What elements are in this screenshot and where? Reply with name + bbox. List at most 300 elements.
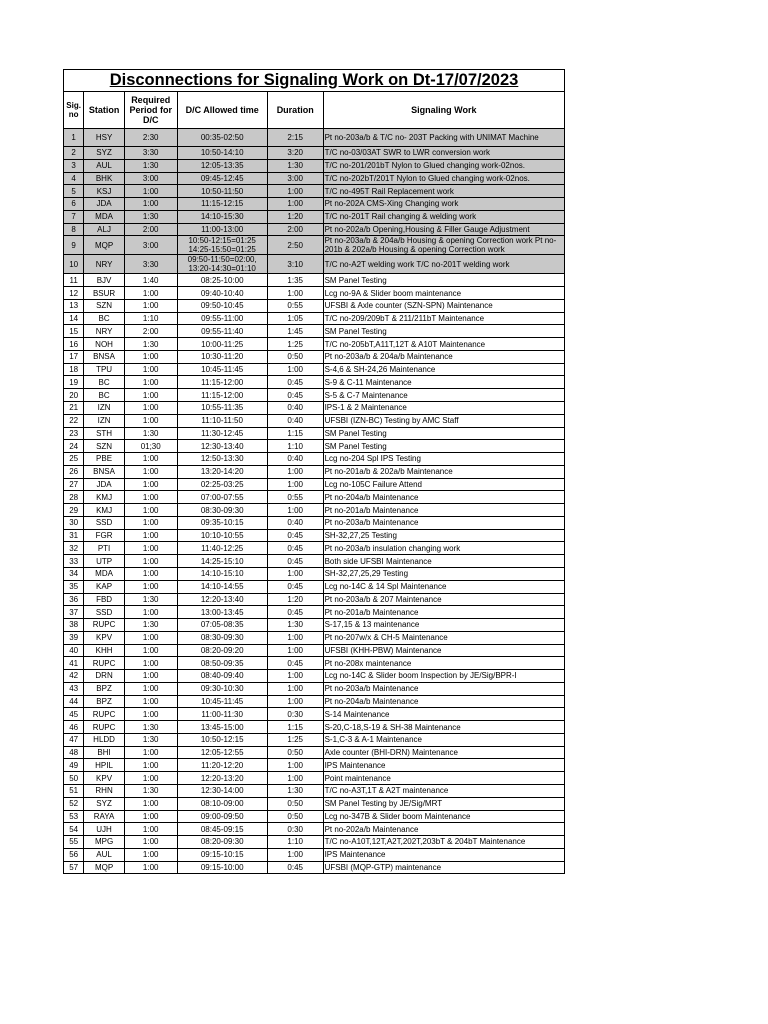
cell-sig-no: 18	[64, 363, 84, 376]
cell-required-period: 1:00	[124, 644, 177, 657]
table-row	[64, 414, 565, 427]
cell-signaling-work: Lcg no-14C & Slider boom Inspection by JE/Sig/BPR-I	[323, 670, 564, 683]
table-row	[64, 312, 565, 325]
cell-required-period: 3:00	[124, 236, 177, 255]
cell-station: MQP	[84, 861, 125, 874]
table-row	[64, 350, 565, 363]
table-row	[64, 772, 565, 785]
cell-signaling-work: S-5 & C-7 Maintenance	[323, 389, 564, 402]
cell-duration: 1:00	[267, 567, 323, 580]
cell-signaling-work: Pt no-203a/b & 204a/b Housing & opening Correction work Pt no-201b & 202a/b Housing & opening Correction work	[323, 236, 564, 255]
cell-station: SYZ	[84, 147, 125, 160]
cell-required-period: 2:30	[124, 129, 177, 147]
cell-signaling-work: SM Panel Testing by JE/Sig/MRT	[323, 797, 564, 810]
cell-signaling-work: UFSBI (MQP-GTP) maintenance	[323, 861, 564, 874]
table-row	[64, 376, 565, 389]
col-header-sig-no: Sig. no	[64, 92, 84, 129]
cell-station: RUPC	[84, 721, 125, 734]
cell-allowed-time: 10:45-11:45	[177, 695, 267, 708]
cell-duration: 1:30	[267, 619, 323, 632]
cell-signaling-work: Pt no-201a/b Maintenance	[323, 606, 564, 619]
cell-duration: 0:45	[267, 580, 323, 593]
cell-sig-no: 49	[64, 759, 84, 772]
cell-station: BC	[84, 389, 125, 402]
cell-allowed-time: 14:10-14:55	[177, 580, 267, 593]
cell-duration: 1:00	[267, 478, 323, 491]
cell-allowed-time: 11:15-12:00	[177, 389, 267, 402]
table-row	[64, 836, 565, 849]
cell-station: UTP	[84, 555, 125, 568]
cell-sig-no: 13	[64, 299, 84, 312]
cell-station: HLDD	[84, 733, 125, 746]
cell-required-period: 1:30	[124, 210, 177, 223]
cell-signaling-work: Pt no-202A CMS-Xing Changing work	[323, 198, 564, 211]
cell-station: RUPC	[84, 619, 125, 632]
cell-station: SSD	[84, 516, 125, 529]
cell-sig-no: 38	[64, 619, 84, 632]
table-row	[64, 542, 565, 555]
table-row	[64, 567, 565, 580]
cell-sig-no: 45	[64, 708, 84, 721]
cell-signaling-work: Pt no-208x maintenance	[323, 657, 564, 670]
cell-station: MQP	[84, 236, 125, 255]
cell-allowed-time: 12:30-13:40	[177, 440, 267, 453]
cell-signaling-work: T/C no-205bT,A11T,12T & A10T Maintenance	[323, 338, 564, 351]
cell-station: PBE	[84, 453, 125, 466]
table-row	[64, 427, 565, 440]
table-row	[64, 810, 565, 823]
cell-duration: 0:45	[267, 542, 323, 555]
cell-required-period: 1:30	[124, 784, 177, 797]
cell-allowed-time: 13:00-13:45	[177, 606, 267, 619]
table-row	[64, 255, 565, 274]
cell-duration: 1:00	[267, 759, 323, 772]
cell-station: BSUR	[84, 287, 125, 300]
cell-signaling-work: Pt no-203a/b insulation changing work	[323, 542, 564, 555]
cell-signaling-work: S-4,6 & SH-24,26 Maintenance	[323, 363, 564, 376]
cell-duration: 1:00	[267, 198, 323, 211]
cell-station: BHK	[84, 172, 125, 185]
cell-station: BJV	[84, 274, 125, 287]
cell-duration: 0:55	[267, 491, 323, 504]
cell-allowed-time: 12:50-13:30	[177, 453, 267, 466]
cell-sig-no: 56	[64, 848, 84, 861]
cell-sig-no: 35	[64, 580, 84, 593]
col-header-required-period: Required Period for D/C	[124, 92, 177, 129]
table-row	[64, 236, 565, 255]
table-row	[64, 759, 565, 772]
cell-sig-no: 47	[64, 733, 84, 746]
cell-signaling-work: Pt no-204a/b Maintenance	[323, 491, 564, 504]
cell-signaling-work: S-9 & C-11 Maintenance	[323, 376, 564, 389]
cell-station: KPV	[84, 772, 125, 785]
cell-allowed-time: 10:30-11:20	[177, 350, 267, 363]
cell-station: KMJ	[84, 491, 125, 504]
cell-duration: 3:00	[267, 172, 323, 185]
cell-duration: 1:00	[267, 670, 323, 683]
cell-signaling-work: Pt no-207w/x & CH-5 Maintenance	[323, 631, 564, 644]
cell-sig-no: 2	[64, 147, 84, 160]
table-row	[64, 682, 565, 695]
cell-sig-no: 36	[64, 593, 84, 606]
cell-station: BPZ	[84, 695, 125, 708]
cell-required-period: 2:00	[124, 223, 177, 236]
cell-sig-no: 24	[64, 440, 84, 453]
table-row	[64, 491, 565, 504]
cell-signaling-work: T/C no-201/201bT Nylon to Glued changing work-02nos.	[323, 159, 564, 172]
cell-allowed-time: 13:45-15:00	[177, 721, 267, 734]
cell-allowed-time: 09:15-10:15	[177, 848, 267, 861]
cell-allowed-time: 10:55-11:35	[177, 402, 267, 415]
cell-sig-no: 12	[64, 287, 84, 300]
cell-sig-no: 44	[64, 695, 84, 708]
cell-required-period: 1:00	[124, 836, 177, 849]
cell-signaling-work: IPS Maintenance	[323, 848, 564, 861]
cell-signaling-work: T/C no-A10T,12T,A2T,202T,203bT & 204bT Maintenance	[323, 836, 564, 849]
table-row	[64, 784, 565, 797]
table-row	[64, 147, 565, 160]
cell-duration: 1:00	[267, 682, 323, 695]
table-row	[64, 389, 565, 402]
cell-duration: 0:50	[267, 746, 323, 759]
cell-station: MDA	[84, 210, 125, 223]
cell-duration: 3:20	[267, 147, 323, 160]
cell-required-period: 1:00	[124, 414, 177, 427]
table-row	[64, 657, 565, 670]
table-row	[64, 129, 565, 147]
table-row	[64, 593, 565, 606]
cell-required-period: 1:00	[124, 529, 177, 542]
cell-signaling-work: Lcg no-204 Spl IPS Testing	[323, 453, 564, 466]
cell-allowed-time: 07:05-08:35	[177, 619, 267, 632]
cell-station: DRN	[84, 670, 125, 683]
table-row	[64, 708, 565, 721]
cell-duration: 1:00	[267, 363, 323, 376]
cell-sig-no: 50	[64, 772, 84, 785]
cell-duration: 1:30	[267, 159, 323, 172]
table-row	[64, 402, 565, 415]
cell-signaling-work: T/C no-209/209bT & 211/211bT Maintenance	[323, 312, 564, 325]
cell-sig-no: 54	[64, 823, 84, 836]
cell-required-period: 1:40	[124, 274, 177, 287]
cell-station: RHN	[84, 784, 125, 797]
cell-required-period: 3:30	[124, 255, 177, 274]
cell-required-period: 1:00	[124, 746, 177, 759]
cell-station: NRY	[84, 325, 125, 338]
cell-required-period: 3:30	[124, 147, 177, 160]
cell-signaling-work: Pt no-203a/b Maintenance	[323, 682, 564, 695]
cell-allowed-time: 08:40-09:40	[177, 670, 267, 683]
cell-allowed-time: 10:50-14:10	[177, 147, 267, 160]
cell-signaling-work: T/C no-201T Rail changing & welding work	[323, 210, 564, 223]
table-row	[64, 555, 565, 568]
cell-sig-no: 39	[64, 631, 84, 644]
cell-signaling-work: Axle counter (BHI-DRN) Maintenance	[323, 746, 564, 759]
cell-duration: 1:05	[267, 312, 323, 325]
cell-allowed-time: 09:40-10:40	[177, 287, 267, 300]
cell-duration: 0:45	[267, 529, 323, 542]
cell-station: TPU	[84, 363, 125, 376]
table-row	[64, 210, 565, 223]
cell-signaling-work: SH-32,27,25 Testing	[323, 529, 564, 542]
cell-duration: 0:45	[267, 389, 323, 402]
cell-required-period: 1:00	[124, 299, 177, 312]
cell-allowed-time: 09:35-10:15	[177, 516, 267, 529]
cell-duration: 1:00	[267, 695, 323, 708]
cell-required-period: 1:30	[124, 338, 177, 351]
cell-sig-no: 52	[64, 797, 84, 810]
cell-allowed-time: 12:05-12:55	[177, 746, 267, 759]
cell-required-period: 1:00	[124, 861, 177, 874]
cell-sig-no: 27	[64, 478, 84, 491]
cell-signaling-work: S-14 Maintenance	[323, 708, 564, 721]
cell-signaling-work: Point maintenance	[323, 772, 564, 785]
cell-allowed-time: 11:15-12:15	[177, 198, 267, 211]
cell-sig-no: 53	[64, 810, 84, 823]
cell-duration: 2:50	[267, 236, 323, 255]
cell-required-period: 1:00	[124, 631, 177, 644]
cell-required-period: 1:00	[124, 606, 177, 619]
table-row	[64, 644, 565, 657]
cell-allowed-time: 11:10-11:50	[177, 414, 267, 427]
cell-sig-no: 22	[64, 414, 84, 427]
cell-required-period: 1:00	[124, 848, 177, 861]
cell-station: HPIL	[84, 759, 125, 772]
table-row	[64, 529, 565, 542]
cell-duration: 2:15	[267, 129, 323, 147]
cell-allowed-time: 11:00-13:00	[177, 223, 267, 236]
cell-required-period: 1:10	[124, 312, 177, 325]
cell-station: BC	[84, 376, 125, 389]
cell-sig-no: 33	[64, 555, 84, 568]
table-row	[64, 516, 565, 529]
cell-station: STH	[84, 427, 125, 440]
cell-sig-no: 43	[64, 682, 84, 695]
cell-required-period: 1:00	[124, 810, 177, 823]
cell-sig-no: 37	[64, 606, 84, 619]
cell-duration: 0:45	[267, 861, 323, 874]
cell-required-period: 1:00	[124, 708, 177, 721]
cell-allowed-time: 09:55-11:00	[177, 312, 267, 325]
cell-allowed-time: 00:35-02:50	[177, 129, 267, 147]
cell-allowed-time: 10:50-12:15	[177, 733, 267, 746]
cell-signaling-work: S-20,C-18,S-19 & SH-38 Maintenance	[323, 721, 564, 734]
cell-allowed-time: 08:20-09:30	[177, 836, 267, 849]
cell-station: BNSA	[84, 350, 125, 363]
table-row	[64, 823, 565, 836]
cell-signaling-work: SM Panel Testing	[323, 274, 564, 287]
cell-allowed-time: 09:30-10:30	[177, 682, 267, 695]
cell-signaling-work: T/C no-202bT/201T Nylon to Glued changing work-02nos.	[323, 172, 564, 185]
cell-sig-no: 23	[64, 427, 84, 440]
cell-allowed-time: 08:20-09:20	[177, 644, 267, 657]
cell-sig-no: 40	[64, 644, 84, 657]
cell-allowed-time: 09:50-11:50=02:00, 13:20-14:30=01:10	[177, 255, 267, 274]
cell-duration: 0:30	[267, 708, 323, 721]
cell-required-period: 1:30	[124, 733, 177, 746]
table-row	[64, 287, 565, 300]
cell-sig-no: 26	[64, 465, 84, 478]
cell-station: BHI	[84, 746, 125, 759]
cell-duration: 0:40	[267, 414, 323, 427]
cell-required-period: 1:00	[124, 198, 177, 211]
cell-duration: 1:00	[267, 465, 323, 478]
cell-duration: 0:45	[267, 657, 323, 670]
cell-allowed-time: 08:50-09:35	[177, 657, 267, 670]
cell-duration: 1:20	[267, 593, 323, 606]
cell-signaling-work: SM Panel Testing	[323, 427, 564, 440]
cell-required-period: 2:00	[124, 325, 177, 338]
cell-station: RUPC	[84, 657, 125, 670]
table-body	[64, 129, 565, 874]
cell-signaling-work: Lcg no-105C Failure Attend	[323, 478, 564, 491]
cell-required-period: 3:00	[124, 172, 177, 185]
cell-station: IZN	[84, 402, 125, 415]
cell-station: UJH	[84, 823, 125, 836]
cell-required-period: 1:30	[124, 619, 177, 632]
cell-sig-no: 5	[64, 185, 84, 198]
cell-duration: 1:35	[267, 274, 323, 287]
table-row	[64, 338, 565, 351]
table-row	[64, 606, 565, 619]
cell-required-period: 1:00	[124, 363, 177, 376]
cell-duration: 0:45	[267, 606, 323, 619]
cell-signaling-work: SM Panel Testing	[323, 325, 564, 338]
cell-required-period: 1:00	[124, 350, 177, 363]
cell-sig-no: 46	[64, 721, 84, 734]
cell-required-period: 1:00	[124, 670, 177, 683]
table-row	[64, 580, 565, 593]
cell-allowed-time: 08:30-09:30	[177, 504, 267, 517]
cell-signaling-work: UFSBI (KHH-PBW) Maintenance	[323, 644, 564, 657]
cell-duration: 1:10	[267, 440, 323, 453]
cell-duration: 0:45	[267, 555, 323, 568]
cell-sig-no: 15	[64, 325, 84, 338]
cell-required-period: 1:00	[124, 555, 177, 568]
cell-allowed-time: 09:45-12:45	[177, 172, 267, 185]
table-row	[64, 670, 565, 683]
cell-allowed-time: 13:20-14:20	[177, 465, 267, 478]
cell-station: NRY	[84, 255, 125, 274]
cell-allowed-time: 11:20-12:20	[177, 759, 267, 772]
col-header-station: Station	[84, 92, 125, 129]
cell-required-period: 1:00	[124, 580, 177, 593]
cell-station: KHH	[84, 644, 125, 657]
cell-sig-no: 16	[64, 338, 84, 351]
cell-signaling-work: Lcg no-347B & Slider boom Maintenance	[323, 810, 564, 823]
cell-signaling-work: Pt no-203a/b & T/C no- 203T Packing with UNIMAT Machine	[323, 129, 564, 147]
cell-allowed-time: 10:50-12:15=01:25 14:25-15:50=01:25	[177, 236, 267, 255]
cell-signaling-work: Both side UFSBI Maintenance	[323, 555, 564, 568]
cell-required-period: 1:00	[124, 772, 177, 785]
cell-allowed-time: 08:10-09:00	[177, 797, 267, 810]
cell-signaling-work: Pt no-203a/b & 204a/b Maintenance	[323, 350, 564, 363]
cell-signaling-work: S-17,15 & 13 maintenance	[323, 619, 564, 632]
cell-sig-no: 48	[64, 746, 84, 759]
cell-required-period: 1:30	[124, 593, 177, 606]
cell-allowed-time: 09:50-10:45	[177, 299, 267, 312]
cell-sig-no: 57	[64, 861, 84, 874]
cell-duration: 1:30	[267, 784, 323, 797]
table-row	[64, 504, 565, 517]
cell-station: BPZ	[84, 682, 125, 695]
cell-signaling-work: SH-32,27,25,29 Testing	[323, 567, 564, 580]
cell-station: HSY	[84, 129, 125, 147]
table-row	[64, 797, 565, 810]
cell-duration: 1:25	[267, 733, 323, 746]
cell-allowed-time: 11:30-12:45	[177, 427, 267, 440]
cell-sig-no: 31	[64, 529, 84, 542]
cell-sig-no: 28	[64, 491, 84, 504]
cell-signaling-work: S-1,C-3 & A-1 Maintenance	[323, 733, 564, 746]
cell-duration: 1:15	[267, 721, 323, 734]
cell-duration: 0:40	[267, 516, 323, 529]
table-row	[64, 159, 565, 172]
cell-allowed-time: 10:00-11:25	[177, 338, 267, 351]
cell-required-period: 1:00	[124, 478, 177, 491]
cell-allowed-time: 12:20-13:20	[177, 772, 267, 785]
table-row	[64, 223, 565, 236]
cell-duration: 1:00	[267, 644, 323, 657]
cell-allowed-time: 07:00-07:55	[177, 491, 267, 504]
cell-signaling-work: Pt no-202a/b Opening,Housing & Filler Gauge Adjustment	[323, 223, 564, 236]
cell-signaling-work: Pt no-203a/b & 207 Maintenance	[323, 593, 564, 606]
cell-sig-no: 25	[64, 453, 84, 466]
table-row	[64, 172, 565, 185]
cell-required-period: 1:00	[124, 657, 177, 670]
cell-signaling-work: SM Panel Testing	[323, 440, 564, 453]
cell-sig-no: 10	[64, 255, 84, 274]
cell-required-period: 1:00	[124, 185, 177, 198]
cell-allowed-time: 08:25-10:00	[177, 274, 267, 287]
cell-station: FGR	[84, 529, 125, 542]
cell-sig-no: 8	[64, 223, 84, 236]
table-row	[64, 848, 565, 861]
cell-station: AUL	[84, 159, 125, 172]
cell-duration: 0:40	[267, 402, 323, 415]
cell-station: AUL	[84, 848, 125, 861]
cell-duration: 2:00	[267, 223, 323, 236]
cell-allowed-time: 09:15-10:00	[177, 861, 267, 874]
cell-signaling-work: Lcg no-14C & 14 Spl Maintenance	[323, 580, 564, 593]
cell-station: KAP	[84, 580, 125, 593]
cell-allowed-time: 11:40-12:25	[177, 542, 267, 555]
cell-required-period: 1:30	[124, 159, 177, 172]
cell-sig-no: 19	[64, 376, 84, 389]
table-row	[64, 861, 565, 874]
cell-allowed-time: 10:45-11:45	[177, 363, 267, 376]
cell-allowed-time: 11:15-12:00	[177, 376, 267, 389]
cell-duration: 1:00	[267, 287, 323, 300]
cell-required-period: 1:30	[124, 721, 177, 734]
cell-required-period: 1:00	[124, 682, 177, 695]
cell-signaling-work: T/C no-A3T,1T & A2T maintenance	[323, 784, 564, 797]
table-row	[64, 363, 565, 376]
cell-station: MDA	[84, 567, 125, 580]
cell-sig-no: 6	[64, 198, 84, 211]
table-row	[64, 746, 565, 759]
cell-duration: 1:00	[267, 504, 323, 517]
cell-signaling-work: T/C no-495T Rail Replacement work	[323, 185, 564, 198]
cell-station: SZN	[84, 440, 125, 453]
cell-station: RUPC	[84, 708, 125, 721]
cell-station: JDA	[84, 478, 125, 491]
cell-station: BNSA	[84, 465, 125, 478]
cell-allowed-time: 09:55-11:40	[177, 325, 267, 338]
cell-duration: 1:20	[267, 210, 323, 223]
table-row	[64, 695, 565, 708]
cell-allowed-time: 12:30-14:00	[177, 784, 267, 797]
